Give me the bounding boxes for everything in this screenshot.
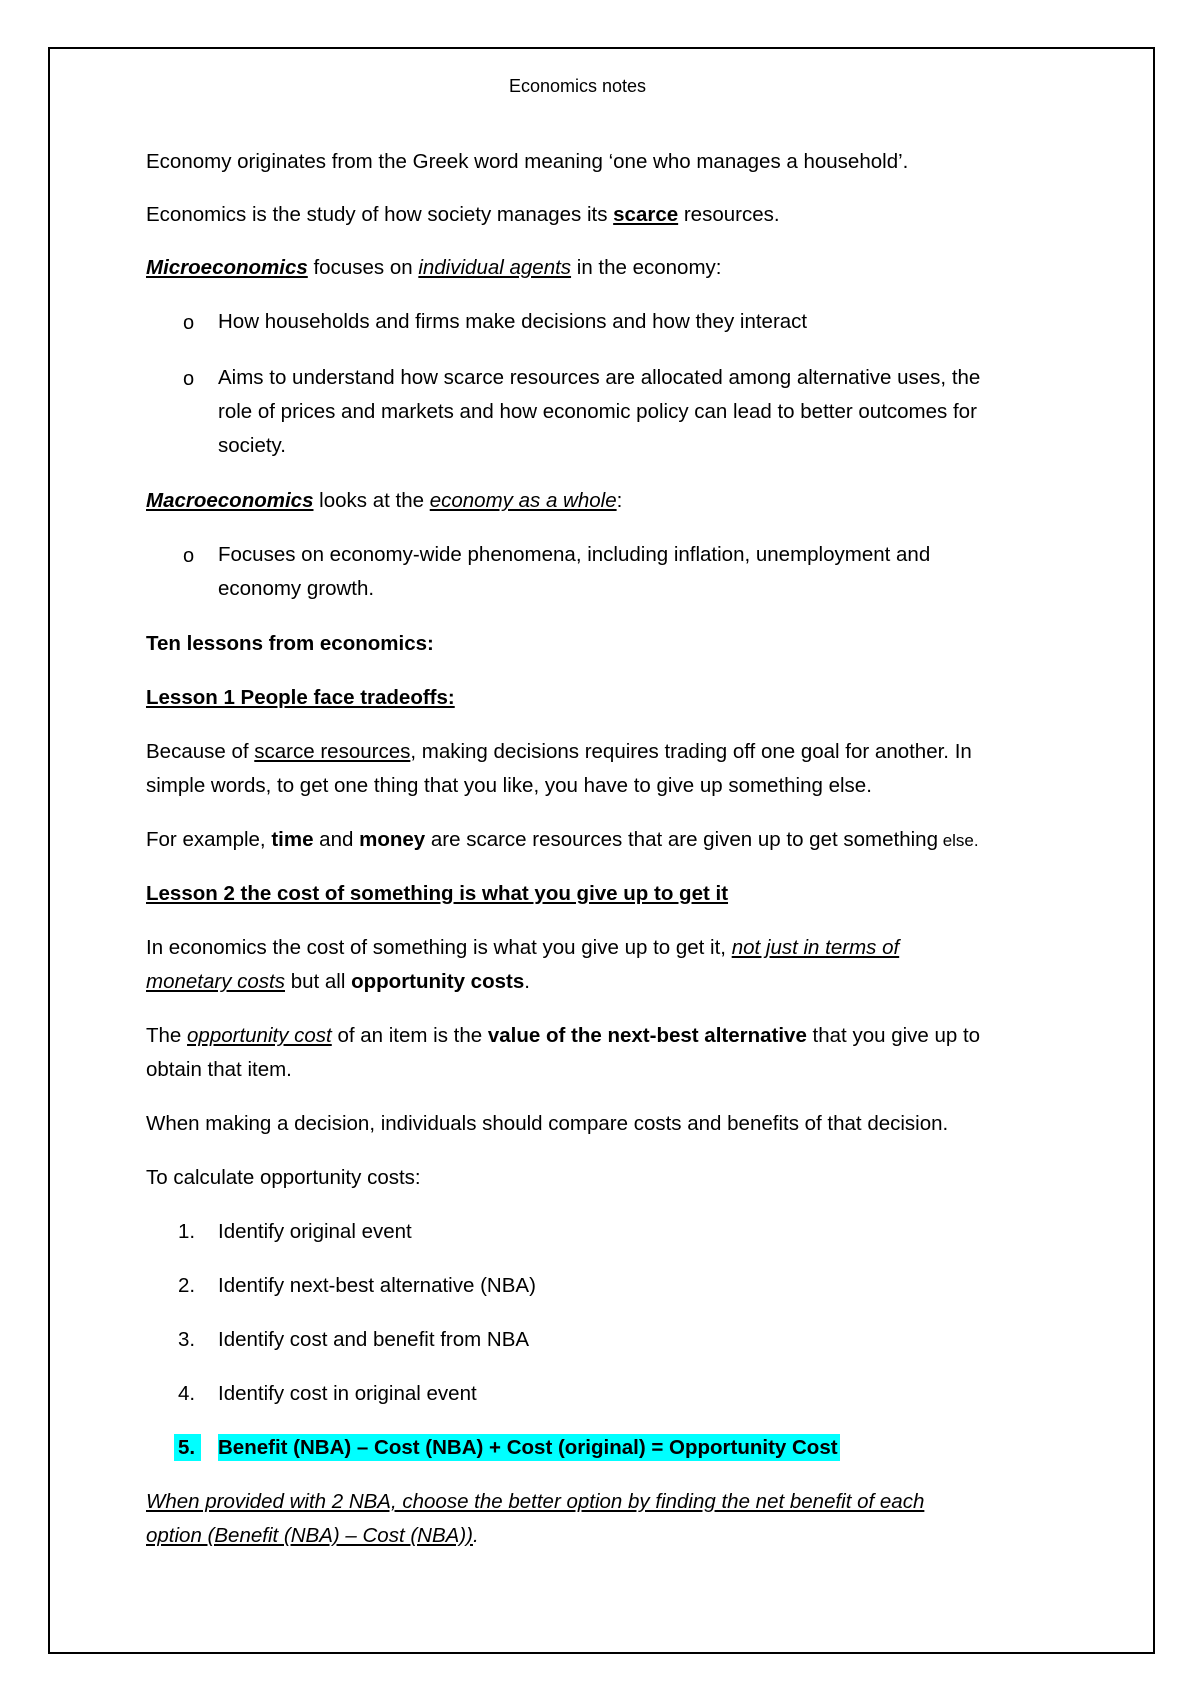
step-text: Identify cost in original event (218, 1382, 477, 1405)
micro-bullet-2-line-1: Aims to understand how scarce resources are allocated among alternative uses, the (218, 366, 981, 389)
step-number: 4. (178, 1382, 196, 1405)
intro-paragraph-1: Economy originates from the Greek word meaning ‘one who manages a household’. (146, 150, 909, 173)
lesson-2-paragraph-2-line-1: The opportunity cost of an item is the value of the next-best alternative that you give up to (146, 1024, 981, 1047)
micro-bullet-2-line-3: society. (218, 434, 286, 457)
lesson-1-paragraph-2: For example, time and money are scarce resources that are given up to get something else. (146, 828, 979, 851)
opportunity-cost-formula: Benefit (NBA) – Cost (NBA) + Cost (original) = Opportunity Cost (218, 1436, 838, 1459)
note-line-1: When provided with 2 NBA, choose the better option by finding the net benefit of each (146, 1490, 925, 1513)
bullet-marker: o (183, 545, 195, 567)
lesson-2-paragraph-2-line-2: obtain that item. (146, 1058, 292, 1081)
lesson-2-paragraph-1-line-1: In economics the cost of something is what you give up to get it, not just in terms of (146, 936, 900, 959)
lesson-2-paragraph-3: When making a decision, individuals should compare costs and benefits of that decision. (146, 1112, 949, 1135)
lesson-2-paragraph-4: To calculate opportunity costs: (146, 1166, 421, 1189)
step-text: Identify next-best alternative (NBA) (218, 1274, 536, 1297)
note-line-2: option (Benefit (NBA) – Cost (NBA)). (146, 1524, 479, 1547)
macro-bullet-1-line-1: Focuses on economy-wide phenomena, including inflation, unemployment and (218, 543, 931, 566)
micro-bullet-2-line-2: role of prices and markets and how economic policy can lead to better outcomes for (218, 400, 977, 423)
lesson-2-heading: Lesson 2 the cost of something is what you give up to get it (146, 882, 729, 905)
macro-definition: Macroeconomics looks at the economy as a whole: (146, 489, 623, 512)
lesson-1-heading: Lesson 1 People face tradeoffs: (146, 686, 455, 709)
step-number-highlighted: 5. (178, 1436, 201, 1460)
micro-bullet-1: How households and firms make decisions and how they interact (218, 310, 808, 333)
macro-bullet-1-line-2: economy growth. (218, 577, 375, 600)
lesson-1-paragraph-1-line-1: Because of scarce resources, making decisions requires trading off one goal for another. In (146, 740, 972, 763)
bullet-marker: o (183, 312, 195, 334)
step-number: 1. (178, 1220, 196, 1243)
microeconomics-term: Microeconomics (146, 256, 308, 279)
bullet-marker: o (183, 368, 195, 390)
step-text: Identify cost and benefit from NBA (218, 1328, 530, 1351)
step-number: 3. (178, 1328, 196, 1351)
intro-paragraph-2: Economics is the study of how society manages its scarce resources. (146, 203, 780, 226)
lesson-2-paragraph-1-line-2: monetary costs but all opportunity costs. (146, 970, 530, 993)
macroeconomics-term: Macroeconomics (146, 489, 314, 512)
page-title: Economics notes (508, 76, 647, 96)
micro-definition: Microeconomics focuses on individual agents in the economy: (146, 256, 722, 279)
lesson-1-paragraph-1-line-2: simple words, to get one thing that you like, you have to give up something else. (146, 774, 872, 797)
ten-lessons-heading: Ten lessons from economics: (146, 632, 434, 655)
step-number: 2. (178, 1274, 196, 1297)
scarce-term: scarce (613, 203, 679, 226)
step-text: Identify original event (218, 1220, 412, 1243)
